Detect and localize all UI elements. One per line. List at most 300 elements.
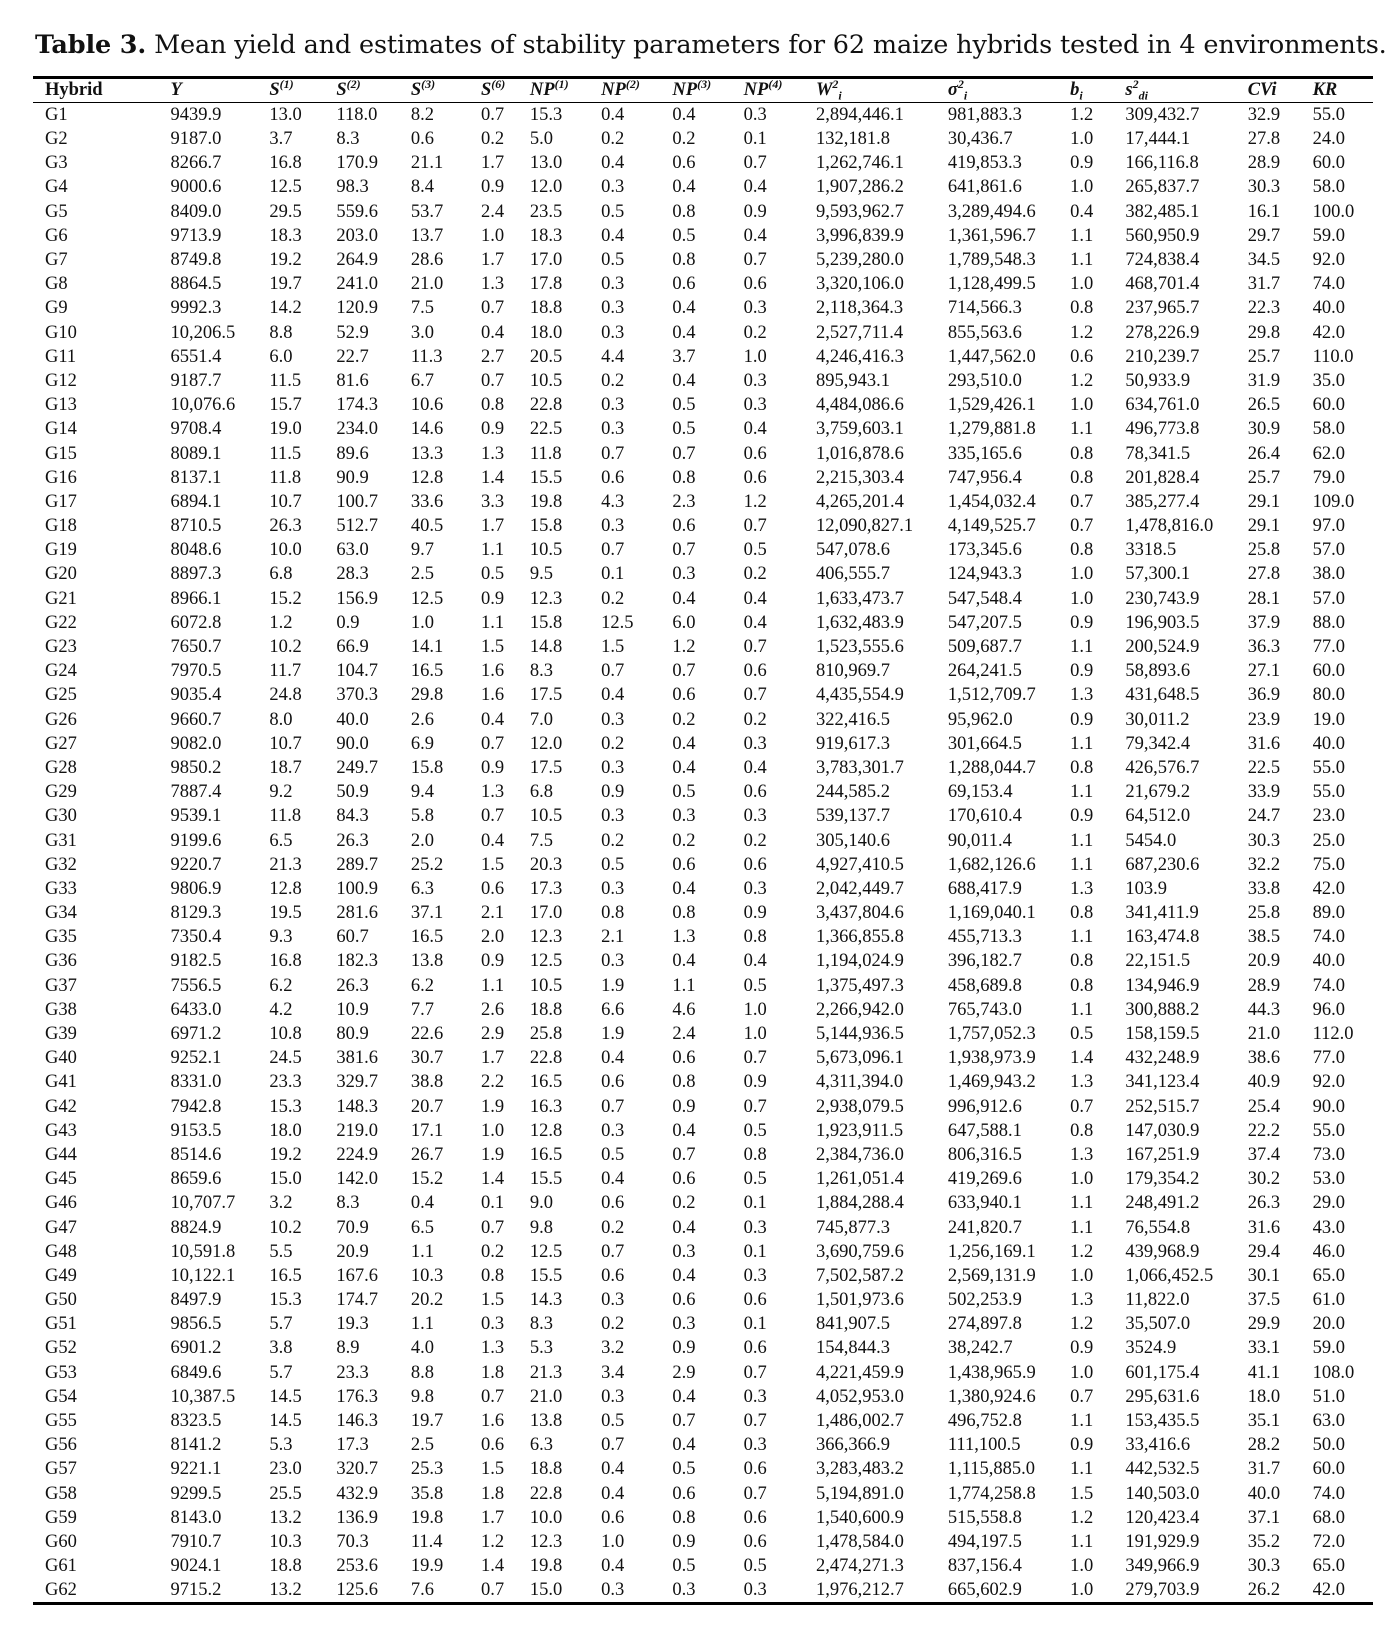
value-cell: 10.3: [269, 1531, 302, 1552]
value-cell: 19.0: [269, 419, 302, 440]
value-cell: 125.6: [324, 1578, 398, 1604]
value-cell: 7556.5: [170, 975, 222, 996]
column-header-label: s: [1125, 80, 1133, 100]
value-cell: 154,844.3: [815, 1338, 890, 1359]
value-cell: 120.9: [336, 298, 378, 319]
value-cell: 9.7: [410, 540, 434, 561]
value-cell: 10,591.8: [170, 1241, 236, 1262]
value-cell: 14.5: [269, 1386, 302, 1407]
column-header: [1301, 78, 1373, 103]
value-cell: 0.4: [672, 878, 696, 899]
value-cell: 22.6: [410, 1024, 444, 1045]
value-cell: 36.9: [1247, 685, 1281, 706]
value-cell: 18.0: [1247, 1386, 1281, 1407]
value-cell: 3.7: [672, 346, 696, 367]
value-cell: 6.7: [410, 370, 434, 391]
value-cell: 0.3: [743, 1217, 767, 1238]
value-cell: 17,444.1: [1125, 129, 1191, 150]
value-cell: 0.3: [601, 516, 625, 537]
value-cell: 6894.1: [170, 491, 222, 512]
value-cell: 9.2: [269, 782, 293, 803]
value-cell: 29.5: [269, 201, 302, 222]
value-cell: 70.3: [336, 1531, 369, 1552]
value-cell: 28.2: [1247, 1435, 1281, 1456]
value-cell: 8409.0: [170, 201, 222, 222]
value-cell: 62.0: [1312, 443, 1345, 464]
value-cell: 0.7: [672, 1144, 696, 1165]
value-cell: 74.0: [1312, 975, 1345, 996]
table-row: [33, 1554, 1373, 1578]
value-cell: 634,761.0: [1125, 395, 1200, 416]
value-cell: 28.6: [410, 250, 444, 271]
value-cell: 0.7: [672, 540, 696, 561]
value-cell: 0.6: [743, 1338, 767, 1359]
value-cell: 2,527,711.4: [815, 322, 904, 343]
value-cell: 0.3: [743, 298, 767, 319]
value-cell: 2.4: [481, 201, 505, 222]
value-cell: 335,165.6: [947, 443, 1022, 464]
value-cell: 0.7: [481, 733, 505, 754]
value-cell: 4,149,525.7: [947, 516, 1036, 537]
value-cell: 34.5: [1247, 250, 1281, 271]
table-row: [33, 780, 1373, 804]
value-cell: 0.6: [672, 685, 696, 706]
value-cell: 3.7: [269, 129, 293, 150]
value-cell: 1.2: [1070, 1507, 1094, 1528]
value-cell: 3,283,483.2: [815, 1459, 904, 1480]
value-cell: 0.4: [672, 322, 696, 343]
value-cell: 1,016,878.6: [815, 443, 904, 464]
value-cell: 19.2: [269, 1144, 302, 1165]
value-cell: 382,485.1: [1125, 201, 1200, 222]
value-cell: 1.1: [1070, 1193, 1094, 1214]
value-cell: 40.0: [336, 709, 369, 730]
value-cell: 18.3: [269, 225, 302, 246]
value-cell: 837,156.4: [947, 1556, 1022, 1577]
value-cell: 0.5: [601, 1411, 625, 1432]
value-cell: 0.7: [601, 1096, 625, 1117]
value-cell: 0.3: [601, 806, 625, 827]
value-cell: 136.9: [336, 1507, 378, 1528]
value-cell: 17.0: [529, 903, 563, 924]
value-cell: 0.4: [601, 685, 625, 706]
value-cell: 8.3: [529, 661, 554, 682]
value-cell: 9.8: [529, 1217, 554, 1238]
value-cell: 31.7: [1247, 1459, 1281, 1480]
value-cell: 14.6: [410, 419, 444, 440]
value-cell: 3.8: [269, 1338, 293, 1359]
value-cell: 496,773.8: [1125, 419, 1200, 440]
table-row: [33, 828, 1373, 852]
value-cell: 2,118,364.3: [815, 298, 904, 319]
value-cell: 203.0: [336, 225, 378, 246]
value-cell: 140,503.0: [1125, 1483, 1200, 1504]
value-cell: 174.3: [336, 395, 378, 416]
value-cell: 0.6: [743, 443, 767, 464]
value-cell: 1.6: [481, 1411, 505, 1432]
value-cell: 6.0: [672, 612, 696, 633]
value-cell: 77.0: [1312, 1048, 1345, 1069]
value-cell: 1,438,965.9: [947, 1362, 1036, 1383]
value-cell: 1.1: [1070, 854, 1094, 875]
column-header: [257, 78, 324, 103]
value-cell: 79,342.4: [1125, 733, 1191, 754]
hybrid-cell: G28: [45, 757, 77, 778]
value-cell: 0.5: [743, 1120, 767, 1141]
value-cell: 0.1: [743, 1314, 767, 1335]
value-cell: 29.8: [410, 685, 444, 706]
stability-table: [33, 76, 1373, 1605]
table-row: [33, 901, 1373, 925]
value-cell: 9.0: [529, 1193, 554, 1214]
value-cell: 1.0: [1070, 129, 1094, 150]
value-cell: 15.3: [269, 1290, 302, 1311]
value-cell: 0.8: [481, 1265, 505, 1286]
column-header-superscript: (2): [346, 76, 361, 91]
value-cell: 55.0: [1312, 757, 1345, 778]
value-cell: 15.8: [529, 516, 563, 537]
value-cell: 11.8: [269, 806, 302, 827]
value-cell: 0.4: [743, 225, 767, 246]
value-cell: 30.3: [1247, 1556, 1281, 1577]
value-cell: 1.1: [1070, 782, 1094, 803]
value-cell: 0.2: [743, 322, 767, 343]
value-cell: 20.5: [529, 346, 563, 367]
value-cell: 0.7: [743, 637, 767, 658]
value-cell: 8.3: [336, 1193, 360, 1214]
value-cell: 3318.5: [1125, 540, 1177, 561]
value-cell: 0.3: [743, 370, 767, 391]
value-cell: 77.0: [1312, 637, 1345, 658]
value-cell: 76,554.8: [1125, 1217, 1191, 1238]
value-cell: 100.0: [1312, 201, 1355, 222]
value-cell: 42.0: [1312, 878, 1345, 899]
column-header: [1113, 78, 1235, 103]
value-cell: 74.0: [1312, 1483, 1345, 1504]
value-cell: 51.0: [1312, 1386, 1345, 1407]
value-cell: 0.3: [743, 733, 767, 754]
value-cell: 1.2: [1070, 105, 1094, 125]
value-cell: 15.5: [529, 1265, 563, 1286]
table-row: [33, 587, 1373, 611]
hybrid-cell: G38: [45, 999, 77, 1020]
value-cell: 8331.0: [170, 1072, 222, 1093]
value-cell: 8749.8: [170, 250, 222, 271]
value-cell: 10.0: [529, 1507, 563, 1528]
value-cell: 81.6: [336, 370, 369, 391]
value-cell: 147,030.9: [1125, 1120, 1200, 1141]
value-cell: 278,226.9: [1125, 322, 1200, 343]
value-cell: 0.9: [481, 177, 505, 198]
value-cell: 92.0: [1312, 1072, 1345, 1093]
value-cell: 381.6: [336, 1048, 378, 1069]
value-cell: 0.4: [601, 105, 625, 125]
value-cell: 8.8: [410, 1362, 434, 1383]
table-row: [33, 200, 1373, 224]
value-cell: 1,279,881.8: [947, 419, 1036, 440]
value-cell: 1.0: [743, 999, 767, 1020]
value-cell: 19.8: [529, 1556, 563, 1577]
value-cell: 0.2: [672, 129, 696, 150]
value-cell: 18.8: [529, 1459, 563, 1480]
value-cell: 29.0: [1312, 1193, 1345, 1214]
value-cell: 0.9: [481, 951, 505, 972]
value-cell: 1.3: [1070, 1290, 1094, 1311]
hybrid-cell: G39: [45, 1024, 77, 1045]
hybrid-cell: G2: [45, 129, 68, 150]
value-cell: 0.7: [1070, 491, 1094, 512]
value-cell: 0.6: [601, 1265, 625, 1286]
value-cell: 6551.4: [170, 346, 222, 367]
value-cell: 0.2: [601, 1314, 625, 1335]
value-cell: 21.0: [410, 274, 444, 295]
value-cell: 6.2: [410, 975, 434, 996]
value-cell: 16.8: [269, 951, 302, 972]
value-cell: 0.6: [743, 1459, 767, 1480]
value-cell: 166,116.8: [1125, 153, 1199, 174]
value-cell: 1.7: [481, 153, 505, 174]
hybrid-cell: G60: [45, 1531, 77, 1552]
value-cell: 55.0: [1312, 1120, 1345, 1141]
value-cell: 3.2: [269, 1193, 293, 1214]
value-cell: 25.5: [269, 1483, 302, 1504]
value-cell: 148.3: [336, 1096, 378, 1117]
table-row: [33, 949, 1373, 973]
value-cell: 26.2: [1236, 1578, 1301, 1604]
value-cell: 0.9: [1070, 709, 1094, 730]
value-cell: 13.2: [269, 1507, 302, 1528]
value-cell: 0.5: [743, 1169, 767, 1190]
value-cell: 2.9: [481, 1024, 505, 1045]
value-cell: 1,757,052.3: [947, 1024, 1036, 1045]
value-cell: 146.3: [336, 1411, 378, 1432]
value-cell: 7970.5: [170, 661, 222, 682]
value-cell: 12.0: [529, 177, 563, 198]
value-cell: 0.1: [481, 1193, 505, 1214]
value-cell: 0.4: [672, 298, 696, 319]
value-cell: 1.9: [481, 1144, 505, 1165]
value-cell: 1.0: [1070, 1362, 1094, 1383]
column-header: [660, 78, 731, 103]
value-cell: 6.8: [269, 564, 293, 585]
value-cell: 7650.7: [170, 637, 222, 658]
value-cell: 2.3: [672, 491, 696, 512]
value-cell: 19.8: [529, 491, 563, 512]
value-cell: 53.7: [410, 201, 444, 222]
value-cell: 1.8: [481, 1483, 505, 1504]
column-header: [1058, 78, 1113, 103]
table-row: [33, 708, 1373, 732]
value-cell: 29.9: [1247, 1314, 1281, 1335]
value-cell: 1.1: [1070, 1459, 1094, 1480]
hybrid-cell: G11: [45, 346, 77, 367]
value-cell: 18.8: [269, 1556, 302, 1577]
value-cell: 4.3: [601, 491, 625, 512]
value-cell: 219.0: [336, 1120, 378, 1141]
value-cell: 100.7: [336, 491, 378, 512]
value-cell: 12.3: [529, 588, 563, 609]
value-cell: 0.2: [601, 129, 625, 150]
value-cell: 0.6: [743, 467, 767, 488]
value-cell: 57.0: [1312, 588, 1345, 609]
value-cell: 15.2: [410, 1169, 444, 1190]
value-cell: 0.7: [743, 153, 767, 174]
value-cell: 8.3: [336, 129, 360, 150]
value-cell: 0.8: [672, 1507, 696, 1528]
value-cell: 3,289,494.6: [947, 201, 1036, 222]
value-cell: 35.0: [1312, 370, 1345, 391]
column-header: [804, 78, 936, 103]
table-row: [33, 514, 1373, 538]
value-cell: 15.3: [529, 105, 563, 125]
value-cell: 0.5: [672, 419, 696, 440]
value-cell: 0.6: [601, 1193, 625, 1214]
value-cell: 0.5: [672, 1556, 696, 1577]
value-cell: 11,822.0: [1125, 1290, 1190, 1311]
value-cell: 69,153.4: [947, 782, 1013, 803]
value-cell: 10,122.1: [170, 1265, 236, 1286]
value-cell: 0.4: [481, 322, 505, 343]
hybrid-cell: G18: [45, 516, 77, 537]
value-cell: 0.3: [601, 419, 625, 440]
value-cell: 0.3: [601, 395, 625, 416]
value-cell: 1,682,126.6: [947, 854, 1036, 875]
table-row: [33, 635, 1373, 659]
value-cell: 1,512,709.7: [947, 685, 1036, 706]
value-cell: 0.4: [743, 588, 767, 609]
value-cell: 108.0: [1312, 1362, 1355, 1383]
value-cell: 515,558.8: [947, 1507, 1022, 1528]
value-cell: 747,956.4: [947, 467, 1022, 488]
value-cell: 16.5: [529, 1072, 563, 1093]
value-cell: 0.7: [743, 1411, 767, 1432]
value-cell: 0.6: [672, 153, 696, 174]
column-header-superscript: 2: [1132, 76, 1139, 91]
value-cell: 512.7: [336, 516, 378, 537]
value-cell: 41.1: [1247, 1362, 1281, 1383]
value-cell: 12.5: [410, 588, 444, 609]
hybrid-cell: G42: [45, 1096, 77, 1117]
value-cell: 90.9: [336, 467, 369, 488]
column-header-superscript: (1): [279, 76, 294, 91]
value-cell: 3.0: [410, 322, 434, 343]
hybrid-cell: G8: [45, 274, 68, 295]
value-cell: 0.4: [743, 757, 767, 778]
value-cell: 714,566.3: [947, 298, 1022, 319]
hybrid-cell: G33: [45, 878, 77, 899]
value-cell: 33.9: [1247, 782, 1281, 803]
value-cell: 322,416.5: [815, 709, 890, 730]
value-cell: 1,115,885.0: [947, 1459, 1036, 1480]
value-cell: 50.0: [1312, 1435, 1345, 1456]
value-cell: 13.8: [529, 1411, 563, 1432]
value-cell: 0.8: [1070, 540, 1094, 561]
value-cell: 38.8: [410, 1072, 444, 1093]
value-cell: 18.8: [529, 999, 563, 1020]
value-cell: 73.0: [1312, 1144, 1345, 1165]
value-cell: 1.3: [481, 274, 505, 295]
value-cell: 8497.9: [170, 1290, 222, 1311]
value-cell: 0.7: [743, 250, 767, 271]
value-cell: 0.1: [601, 564, 625, 585]
value-cell: 42.0: [1301, 1578, 1373, 1604]
value-cell: 6.0: [269, 346, 293, 367]
hybrid-cell: G36: [45, 951, 77, 972]
value-cell: 15.8: [529, 612, 563, 633]
value-cell: 0.6: [672, 854, 696, 875]
value-cell: 9182.5: [170, 951, 222, 972]
value-cell: 18.8: [529, 298, 563, 319]
value-cell: 2.1: [481, 903, 505, 924]
hybrid-cell: G50: [45, 1290, 77, 1311]
value-cell: 25.8: [529, 1024, 563, 1045]
value-cell: 53.0: [1312, 1169, 1345, 1190]
hybrid-cell: G21: [45, 588, 77, 609]
value-cell: 59.0: [1312, 1338, 1345, 1359]
value-cell: 97.0: [1312, 516, 1345, 537]
value-cell: 329.7: [336, 1072, 378, 1093]
value-cell: 6.8: [529, 782, 554, 803]
value-cell: 0.8: [1070, 1120, 1094, 1141]
value-cell: 641,861.6: [947, 177, 1022, 198]
hybrid-cell: G15: [45, 443, 77, 464]
value-cell: 1.1: [1070, 1217, 1094, 1238]
value-cell: 5.3: [529, 1338, 554, 1359]
value-cell: 0.7: [481, 105, 505, 125]
value-cell: 170,610.4: [947, 806, 1022, 827]
table-row: [33, 853, 1373, 877]
value-cell: 0.8: [672, 1072, 696, 1093]
hybrid-cell: G34: [45, 903, 77, 924]
column-header-superscript: 2: [957, 76, 964, 91]
value-cell: 0.9: [1070, 153, 1094, 174]
value-cell: 0.6: [743, 782, 767, 803]
value-cell: 29.8: [1247, 322, 1281, 343]
value-cell: 31.6: [1247, 1217, 1281, 1238]
value-cell: 1.0: [1070, 1556, 1094, 1577]
value-cell: 0.9: [672, 1096, 696, 1117]
value-cell: 1.1: [410, 1314, 434, 1335]
value-cell: 5.0: [529, 129, 554, 150]
value-cell: 65.0: [1312, 1265, 1345, 1286]
table-row: [33, 1409, 1373, 1433]
value-cell: 79.0: [1312, 467, 1345, 488]
value-cell: 23.0: [1312, 806, 1345, 827]
value-cell: 0.3: [743, 395, 767, 416]
value-cell: 0.7: [672, 443, 696, 464]
value-cell: 60.7: [336, 927, 369, 948]
value-cell: 20.3: [529, 854, 563, 875]
value-cell: 264.9: [336, 250, 378, 271]
value-cell: 95,962.0: [947, 709, 1013, 730]
value-cell: 8266.7: [170, 153, 222, 174]
value-cell: 4,484,086.6: [815, 395, 904, 416]
value-cell: 0.6: [481, 1435, 505, 1456]
value-cell: 112.0: [1312, 1024, 1354, 1045]
table-row: [33, 127, 1373, 151]
hybrid-cell: G35: [45, 927, 77, 948]
value-cell: 2.5: [410, 564, 434, 585]
column-header-label: S: [269, 80, 280, 100]
value-cell: 1.1: [672, 975, 696, 996]
value-cell: 341,411.9: [1125, 903, 1199, 924]
value-cell: 90.0: [336, 733, 369, 754]
value-cell: 4.2: [269, 999, 293, 1020]
value-cell: 21.3: [529, 1362, 563, 1383]
value-cell: 30.9: [1247, 419, 1281, 440]
table-caption: [35, 26, 1387, 64]
value-cell: 63.0: [336, 540, 369, 561]
